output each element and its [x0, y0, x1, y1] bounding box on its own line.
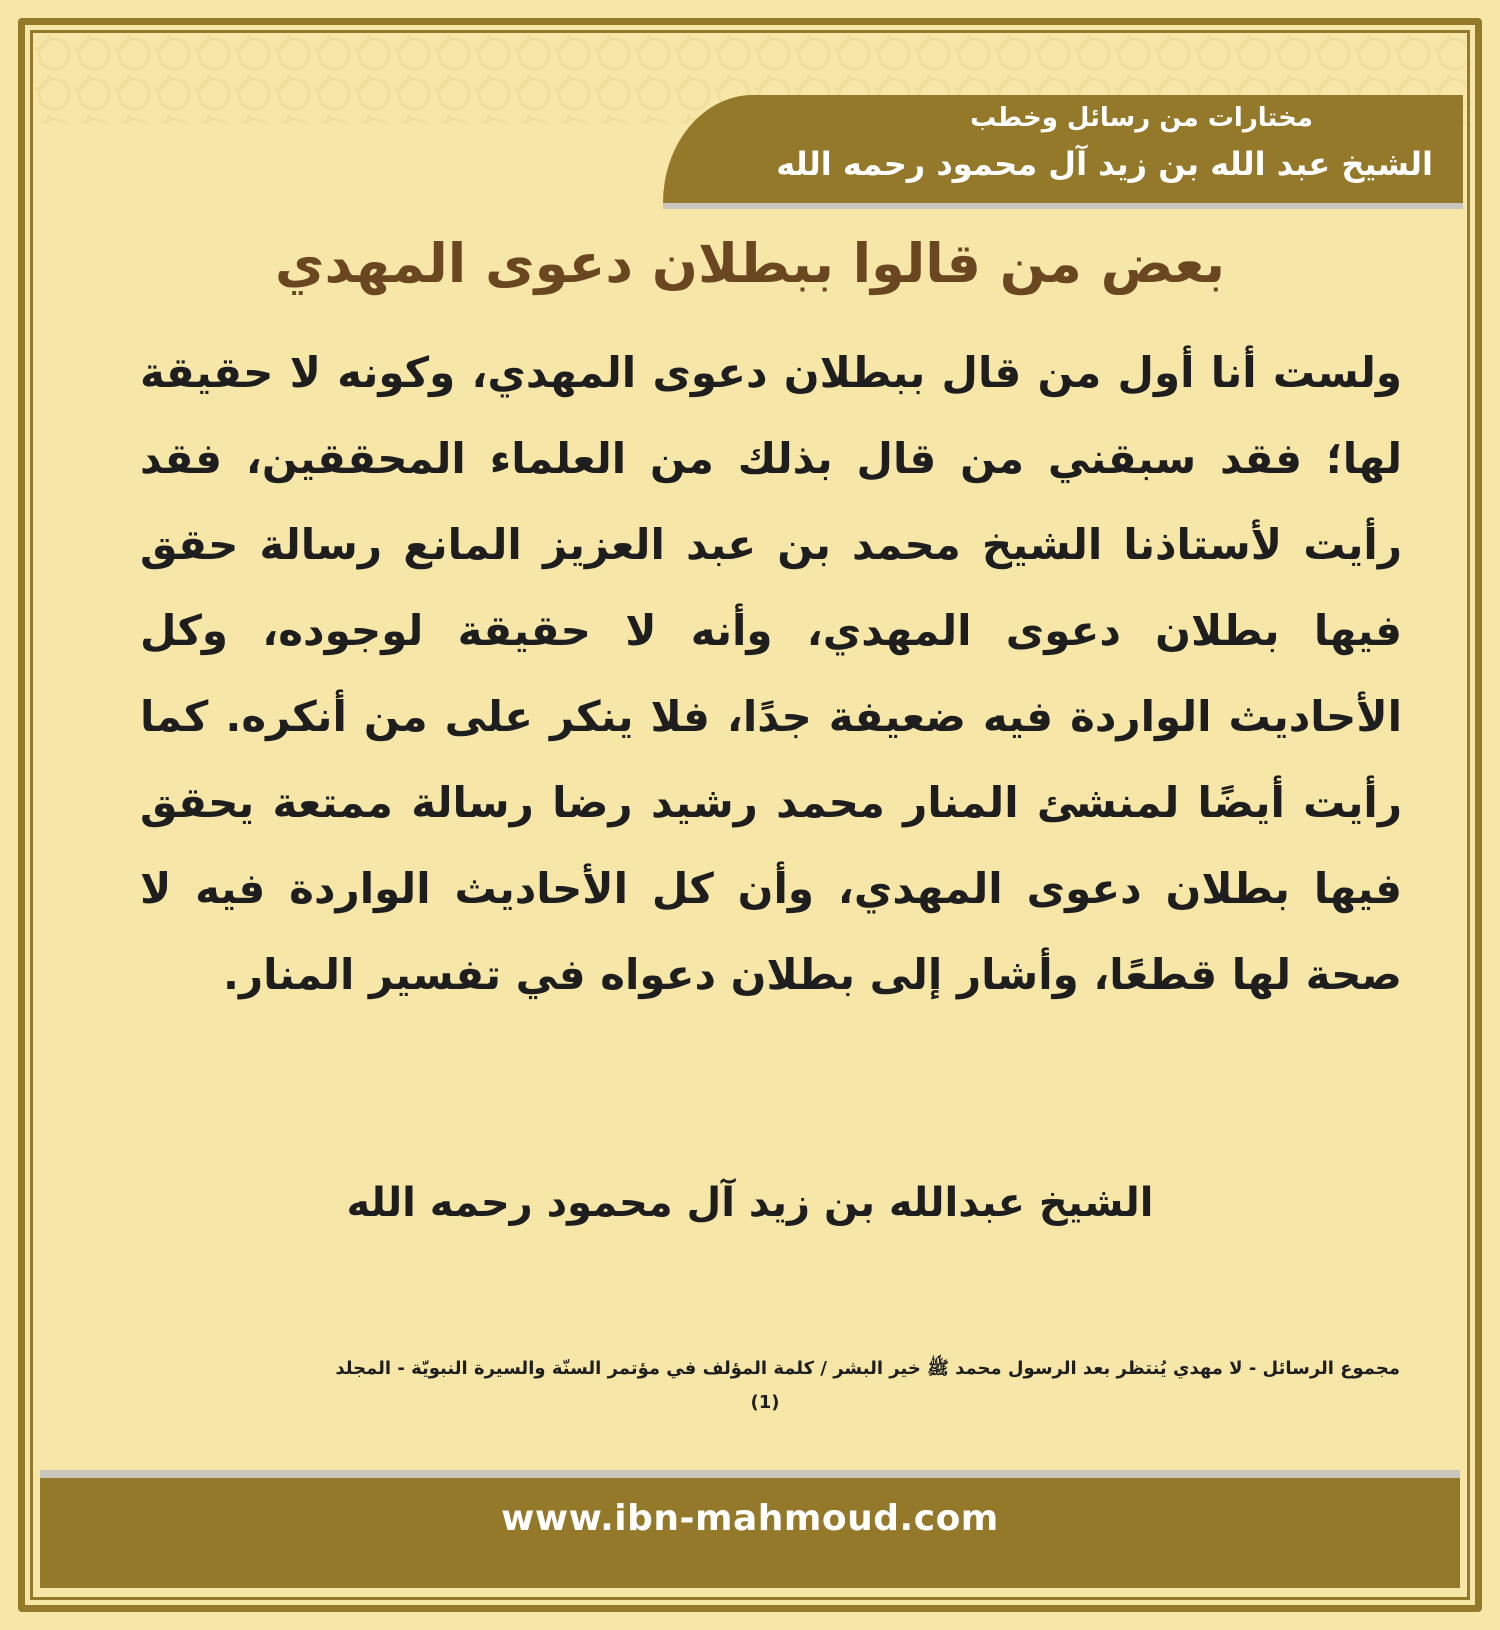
body-text: ولست أنا أول من قال ببطلان دعوى المهدي، وكونه لا حقيقة لها؛ فقد سبقني من قال بذلك من العلماء المحققين، فقد رأيت لأستاذنا الشيخ محمد بن عبد العزيز المانع رسالة حقق فيها بطلان دعوى المهدي، وأنه لا حقيقة لوجوده، وكل الأحاديث الواردة فيه ضعيفة جدًا، فلا ينكر على من أنكره. كما رأيت أيضًا لمنشئ المنار محمد رشيد رضا رسالة ممتعة يحقق فيها بطلان دعوى المهدي، وأن كل الأحاديث الواردة فيه لا صحة لها قطعًا، وأشار إلى بطلان دعواه في تفسير المنار.: [140, 348, 1402, 999]
reference-citation: [130, 1352, 1400, 1420]
header-band: [663, 95, 1463, 203]
author-line: الشيخ عبد الله بن زيد آل محمود رحمه الله: [776, 145, 1433, 183]
series-title: مختارات من رسائل وخطب: [970, 103, 1313, 133]
signature: الشيخ عبدالله بن زيد آل محمود رحمه الله: [346, 1180, 1154, 1226]
reference-text: مجموع الرسائل - لا مهدي يُنتظر بعد الرسول محمد ﷺ خير البشر / كلمة المؤلف في مؤتمر السنّة والسيرة النبويّة - المجلد: [335, 1358, 1400, 1379]
website-link[interactable]: www.ibn-mahmoud.com: [501, 1498, 999, 1539]
reference-volume: (1): [750, 1392, 780, 1413]
page-title: بعض من قالوا ببطلان دعوى المهدي: [274, 232, 1225, 295]
